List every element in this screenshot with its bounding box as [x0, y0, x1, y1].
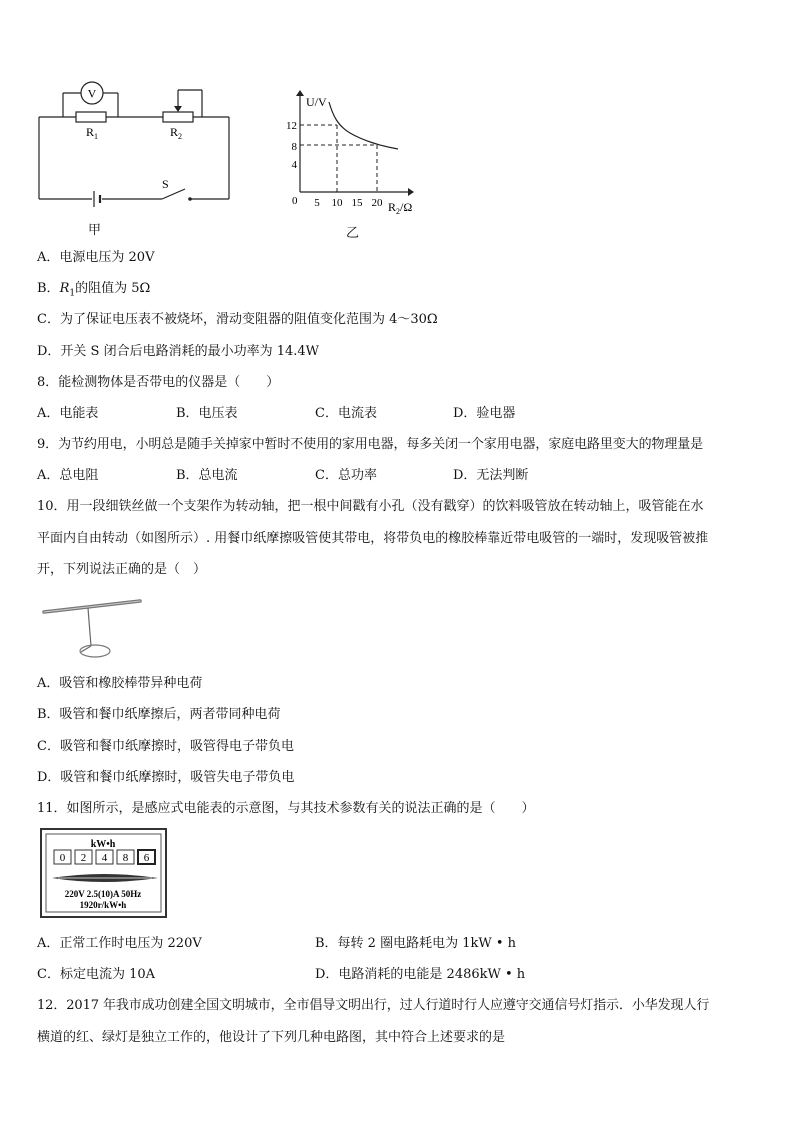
q9-option-b: B．总电流 — [176, 468, 238, 483]
q10-stem-line-3: 开，下列说法正确的是（ ） — [37, 562, 207, 577]
q10-option-b: B．吸管和餐巾纸摩擦后，两者带同种电荷 — [37, 707, 281, 722]
resistor-r1 — [76, 112, 106, 122]
q11-option-d: D．电路消耗的电能是 2486kW • h — [315, 967, 526, 982]
slider-arrow-icon — [174, 106, 182, 112]
x-tick-10: 10 — [331, 197, 343, 209]
q10-option-d: D．吸管和餐巾纸摩擦时，吸管失电子带负电 — [37, 770, 295, 785]
switch-label: S — [162, 177, 169, 191]
q12-stem-line-1: 12．2017 年我市成功创建全国文明城市，全市倡导文明出行，过人行道时行人应遵守交通信号灯指示．小华发现人行 — [37, 998, 710, 1013]
q11-stem: 11．如图所示，是感应式电能表的示意图，与其技术参数有关的说法正确的是（ ） — [37, 801, 535, 816]
q11-option-c: C．标定电流为 10A — [37, 967, 156, 982]
u-r2-curve — [329, 102, 398, 149]
meter-digit-2: 2 — [80, 852, 87, 864]
x-axis-arrow-icon — [408, 188, 414, 196]
y-tick-4: 4 — [291, 159, 297, 171]
meter-specs: 220V 2.5(10)A 50Hz — [64, 889, 142, 899]
origin-label: 0 — [292, 195, 298, 207]
x-axis-label: $R_2/\Omega$ — [388, 200, 413, 216]
q9-stem: 9．为节约用电，小明总是随手关掉家中暂时不使用的家用电器，每多关闭一个家用电器，家庭电路里变大的物理量是 — [37, 437, 704, 452]
q9-option-d: D．无法判断 — [453, 468, 529, 483]
y-tick-12: 12 — [286, 120, 297, 132]
wire-base — [80, 645, 110, 657]
q11-option-b: B．每转 2 圈电路耗电为 1kW • h — [315, 936, 517, 951]
meter-digit-5: 6 — [143, 852, 150, 864]
q10-option-a: A．吸管和橡胶棒带异种电荷 — [37, 676, 203, 691]
figure-yi-caption: 乙 — [346, 226, 360, 241]
pivot-wire — [88, 608, 91, 646]
meter-digit-1: 0 — [59, 852, 66, 864]
q11-option-a: A．正常工作时电压为 220V — [37, 936, 202, 951]
meter-rate: 1920r/kW•h — [79, 900, 127, 910]
meter-unit-label: kW•h — [90, 839, 116, 850]
y-axis-label: U/V — [306, 95, 327, 109]
r2-label: $R_2$ — [170, 125, 183, 141]
q8-option-a: A．电能表 — [37, 406, 99, 421]
y-tick-8: 8 — [291, 141, 297, 153]
q8-option-b: B．电压表 — [176, 406, 238, 421]
q8-option-c: C．电流表 — [315, 406, 377, 421]
q7-option-c: C．为了保证电压表不被烧坏，滑动变阻器的阻值变化范围为 4～30Ω — [37, 312, 438, 327]
energy-meter-figure — [40, 828, 168, 920]
q9-option-a: A．总电阻 — [37, 468, 99, 483]
rheostat-r2 — [163, 112, 193, 122]
q9-option-c: C．总功率 — [315, 468, 377, 483]
x-tick-15: 15 — [351, 197, 363, 209]
voltmeter-label: V — [87, 86, 97, 101]
switch-contact — [188, 197, 192, 201]
q10-stem-line-2: 平面内自由转动（如图所示）. 用餐巾纸摩擦吸管使其带电，将带负电的橡胶棒靠近带电吸管的一端时，发现吸管被推 — [37, 531, 709, 546]
q12-stem-line-2: 横道的红、绿灯是独立工作的，他设计了下列几种电路图，其中符合上述要求的是 — [37, 1030, 506, 1045]
x-tick-5: 5 — [314, 197, 320, 209]
y-axis-arrow-icon — [296, 90, 304, 96]
q10-stem-line-1: 10．用一段细铁丝做一个支架作为转动轴，把一根中间戳有小孔（没有戳穿）的饮料吸管放在转动轴上，吸管能在水 — [37, 499, 704, 514]
meter-digit-4: 8 — [122, 852, 129, 864]
r1-label: $R_1$ — [86, 125, 99, 141]
figure-jia-caption: 甲 — [88, 223, 102, 238]
straw-on-pivot-figure — [38, 596, 148, 662]
circuit-diagram-jia — [30, 72, 245, 217]
q7-option-d: D．开关 S 闭合后电路消耗的最小功率为 14.4W — [37, 344, 320, 359]
q7-option-b: B．$R_1$的阻值为 5Ω — [37, 281, 151, 299]
graph-yi — [280, 88, 430, 223]
x-tick-20: 20 — [371, 197, 383, 209]
q8-stem: 8．能检测物体是否带电的仪器是（ ） — [37, 375, 280, 390]
meter-digit-3: 4 — [101, 852, 108, 864]
q8-option-d: D．验电器 — [453, 406, 516, 421]
q7-option-a: A．电源电压为 20V — [37, 250, 155, 265]
q10-option-c: C．吸管和餐巾纸摩擦时，吸管得电子带负电 — [37, 739, 294, 754]
